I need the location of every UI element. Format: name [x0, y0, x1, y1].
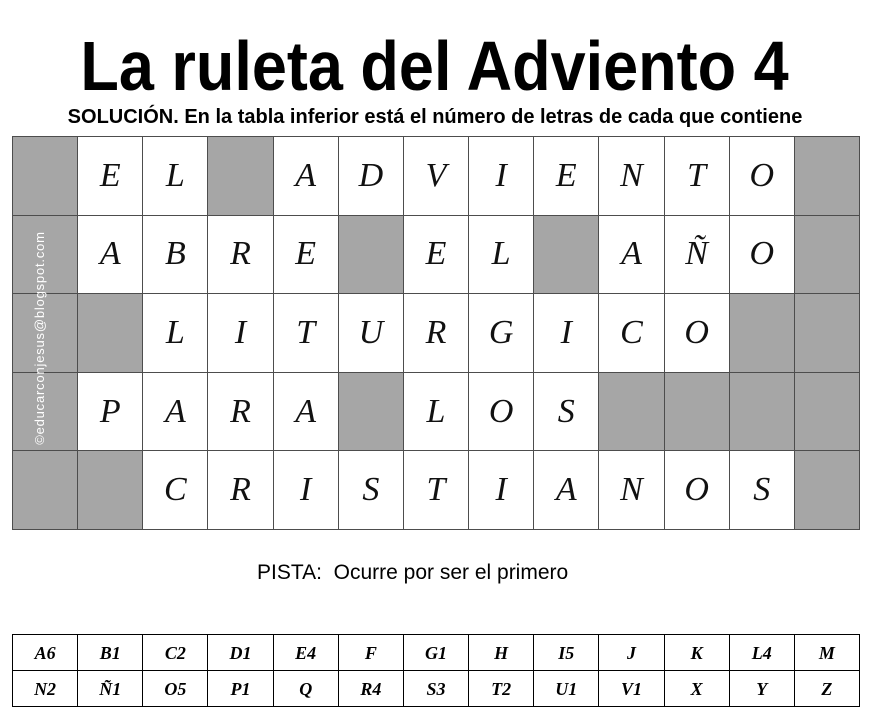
- cell-letter: U: [358, 313, 384, 351]
- letter-cell: [339, 294, 403, 372]
- cell-letter: I: [560, 313, 572, 351]
- letter-count-text: U1: [555, 678, 578, 699]
- letter-count-cell: [339, 671, 403, 706]
- puzzle-grid: [12, 136, 860, 530]
- letter-cell: [730, 137, 794, 215]
- cell-letter: T: [687, 156, 707, 194]
- page-title: [0, 27, 870, 105]
- blocked-cell: [795, 294, 859, 372]
- letter-count-cell: [795, 635, 859, 670]
- letter-count-cell: [404, 671, 468, 706]
- letter-cell: [339, 451, 403, 529]
- letter-cell: [599, 137, 663, 215]
- blocked-cell: [665, 373, 729, 451]
- cell-letter: B: [164, 235, 186, 273]
- blocked-cell: [339, 373, 403, 451]
- cell-letter: O: [684, 313, 709, 351]
- cell-letter: I: [495, 471, 507, 509]
- letter-cell: [665, 137, 729, 215]
- letter-cell: [274, 373, 338, 451]
- cell-letter: Ñ: [685, 235, 708, 273]
- letter-count-text: Z: [821, 678, 833, 699]
- letter-count-cell: [208, 635, 272, 670]
- blocked-cell: [208, 137, 272, 215]
- letter-count-text: V1: [620, 678, 642, 699]
- hint-text: PISTA: Ocurre por ser el primero: [257, 561, 569, 584]
- letter-cell: [469, 373, 533, 451]
- blocked-cell: [78, 451, 142, 529]
- letter-cell: [143, 137, 207, 215]
- letter-cell: [274, 216, 338, 294]
- blocked-cell: [795, 373, 859, 451]
- cell-letter: A: [295, 156, 317, 194]
- letter-cell: [274, 137, 338, 215]
- cell-letter: O: [749, 156, 775, 194]
- blocked-cell: [534, 216, 598, 294]
- letter-count-text: X: [690, 678, 703, 699]
- letter-cell: [534, 373, 598, 451]
- letter-cell: [665, 451, 729, 529]
- cell-letter: E: [425, 235, 447, 273]
- letter-count-cell: [534, 635, 598, 670]
- blocked-cell: [795, 137, 859, 215]
- cell-letter: L: [165, 156, 185, 194]
- cell-letter: T: [296, 313, 316, 351]
- cell-letter: O: [488, 392, 514, 430]
- cell-letter: E: [295, 235, 317, 273]
- letter-count-text: O5: [164, 678, 187, 699]
- letter-cell: [143, 373, 207, 451]
- cell-letter: O: [749, 235, 775, 273]
- letter-count-text: I5: [558, 642, 575, 663]
- letter-cell: [208, 294, 272, 372]
- blocked-cell: [78, 294, 142, 372]
- letter-count-text: J: [626, 642, 636, 663]
- letter-count-text: A6: [34, 642, 56, 663]
- letter-count-text: M: [818, 642, 835, 663]
- letter-count-text: B1: [99, 642, 121, 663]
- letter-cell: [469, 216, 533, 294]
- letter-count-text: L4: [751, 642, 772, 663]
- blocked-cell: [730, 373, 794, 451]
- letter-cell: [404, 294, 468, 372]
- cell-letter: V: [425, 156, 447, 194]
- letter-count-cell: [665, 635, 729, 670]
- letter-count-cell: [730, 635, 794, 670]
- letter-cell: [730, 216, 794, 294]
- page-title-text: La ruleta del Adviento 4: [80, 27, 790, 105]
- letter-cell: [404, 137, 468, 215]
- cell-letter: L: [165, 313, 185, 351]
- cell-letter: R: [230, 235, 251, 273]
- letter-cell: [274, 294, 338, 372]
- letter-cell: [404, 216, 468, 294]
- cell-letter: T: [426, 471, 446, 509]
- letter-count-text: P1: [230, 678, 251, 699]
- cell-letter: A: [295, 392, 317, 430]
- letter-count-text: F: [364, 642, 377, 663]
- letter-count-text: D1: [229, 642, 252, 663]
- cell-letter: A: [99, 235, 121, 273]
- letter-count-text: R4: [360, 678, 382, 699]
- cell-letter: O: [684, 471, 709, 509]
- letter-count-cell: [469, 671, 533, 706]
- letter-count-text: K: [690, 642, 703, 663]
- letter-count-cell: [599, 671, 663, 706]
- blocked-cell: [13, 137, 77, 215]
- letter-cell: [208, 373, 272, 451]
- subtitle: SOLUCIÓN. En la tabla inferior está el número de letras de cada que contiene: [67, 106, 803, 128]
- cell-letter: E: [555, 156, 577, 194]
- letter-count-text: H: [494, 642, 509, 663]
- letter-count-text: S3: [426, 678, 446, 699]
- letter-count-cell: [599, 635, 663, 670]
- letter-count-cell: [13, 635, 77, 670]
- letter-count-cell: [274, 671, 338, 706]
- letter-count-text: N2: [34, 678, 57, 699]
- letter-cell: [534, 294, 598, 372]
- letter-cell: [339, 137, 403, 215]
- letter-cell: [404, 451, 468, 529]
- letter-cell: [730, 451, 794, 529]
- letter-cell: [534, 451, 598, 529]
- letter-cell: [599, 216, 663, 294]
- cell-letter: A: [621, 235, 642, 273]
- cell-letter: A: [555, 471, 577, 509]
- letter-cell: [78, 373, 142, 451]
- letter-cell: [469, 137, 533, 215]
- letter-cell: [78, 137, 142, 215]
- letter-count-table: [12, 634, 860, 707]
- cell-letter: I: [495, 156, 507, 194]
- cell-letter: G: [488, 313, 514, 351]
- cell-letter: A: [164, 392, 186, 430]
- cell-letter: L: [491, 235, 511, 273]
- cell-letter: S: [362, 471, 380, 509]
- letter-count-cell: [208, 671, 272, 706]
- cell-letter: E: [99, 156, 121, 194]
- letter-count-text: G1: [424, 642, 447, 663]
- letter-cell: [469, 451, 533, 529]
- cell-letter: N: [620, 156, 643, 194]
- cell-letter: C: [620, 313, 643, 351]
- letter-count-cell: [339, 635, 403, 670]
- cell-letter: L: [426, 392, 446, 430]
- letter-cell: [143, 451, 207, 529]
- letter-count-cell: [78, 671, 142, 706]
- letter-count-text: C2: [164, 642, 186, 663]
- letter-count-cell: [795, 671, 859, 706]
- blocked-cell: [795, 451, 859, 529]
- letter-cell: [208, 451, 272, 529]
- letter-cell: [534, 137, 598, 215]
- letter-count-text: E4: [295, 642, 317, 663]
- letter-cell: [274, 451, 338, 529]
- blocked-cell: [599, 373, 663, 451]
- letter-count-cell: [404, 635, 468, 670]
- letter-count-cell: [143, 671, 207, 706]
- cell-letter: R: [425, 313, 447, 351]
- blocked-cell: [339, 216, 403, 294]
- blocked-cell: [730, 294, 794, 372]
- cell-letter: I: [300, 471, 312, 509]
- cell-letter: S: [753, 471, 771, 509]
- cell-letter: N: [620, 471, 643, 509]
- cell-letter: P: [99, 392, 121, 430]
- letter-count-text: T2: [491, 678, 512, 699]
- letter-count-cell: [534, 671, 598, 706]
- letter-count-cell: [665, 671, 729, 706]
- letter-count-cell: [13, 671, 77, 706]
- blocked-cell: [795, 216, 859, 294]
- cell-letter: R: [230, 471, 251, 509]
- letter-count-cell: [78, 635, 142, 670]
- cell-letter: C: [164, 471, 187, 509]
- letter-cell: [599, 451, 663, 529]
- letter-cell: [599, 294, 663, 372]
- letter-cell: [665, 216, 729, 294]
- letter-cell: [208, 216, 272, 294]
- watermark: ©educarconjesus@blogspot.com: [32, 231, 47, 445]
- letter-cell: [143, 294, 207, 372]
- letter-cell: [143, 216, 207, 294]
- letter-cell: [469, 294, 533, 372]
- letter-count-text: Y: [756, 678, 768, 699]
- cell-letter: S: [557, 392, 575, 430]
- cell-letter: I: [234, 313, 247, 351]
- letter-count-text: Ñ1: [99, 678, 122, 699]
- cell-letter: D: [358, 156, 384, 194]
- letter-count-cell: [469, 635, 533, 670]
- letter-count-cell: [143, 635, 207, 670]
- letter-count-text: Q: [299, 678, 313, 699]
- letter-count-cell: [730, 671, 794, 706]
- letter-cell: [78, 216, 142, 294]
- letter-count-cell: [274, 635, 338, 670]
- letter-cell: [665, 294, 729, 372]
- cell-letter: R: [230, 392, 251, 430]
- letter-cell: [404, 373, 468, 451]
- blocked-cell: [13, 451, 77, 529]
